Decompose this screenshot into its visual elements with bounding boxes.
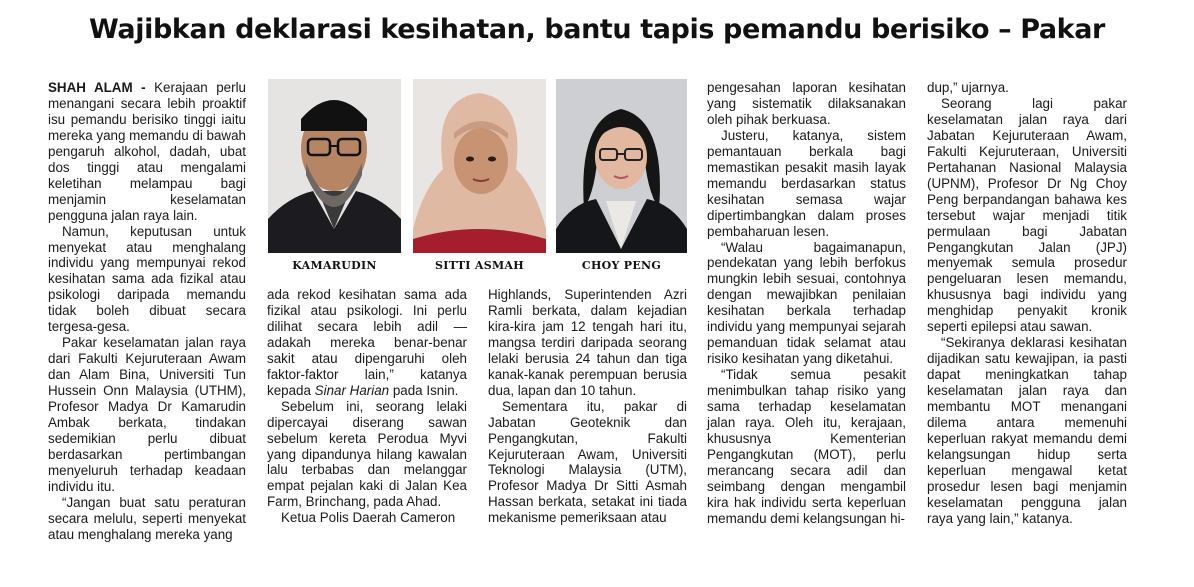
caption-sitti-asmah: SITTI ASMAH	[435, 259, 524, 272]
paragraph: Namun, keputusan untuk menyekat atau menghalang individu yang mempunyai rekod kesihatan sama ada fizikal atau psikologi daripada memandu tidak boleh dibuat secara tergesa-gesa.	[48, 223, 246, 335]
column-2	[267, 287, 467, 526]
paragraph: Sebelum ini, seorang lelaki dipercayai diserang sawan sebelum kereta Perodua Myvi yang dipandunya hilang kawalan lalu terbabas dan melanggar empat pejalan kaki di Jalan Kea Farm, Brinchang, pada Ahad.	[267, 398, 467, 510]
paragraph: SHAH ALAM - Kerajaan perlu menangani secara lebih proaktif isu pemandu berisiko tinggi iaitu mereka yang memandu di bawah pengaruh alkohol, dadah, ubat dos tinggi atau mengalami keletihan melampau bagi menjamin keselamatan pengguna jalan raya lain.	[48, 80, 246, 223]
headline: Wajibkan deklarasi kesihatan, bantu tapis pemandu berisiko – Pakar	[89, 14, 1105, 45]
column-4	[707, 80, 906, 527]
column-1	[48, 80, 246, 543]
photo-choy-peng	[556, 79, 687, 253]
dateline: SHAH ALAM -	[48, 80, 146, 95]
paragraph: Ketua Polis Daerah Cameron	[281, 510, 456, 526]
publication-name: Sinar Harian	[314, 382, 390, 398]
photo-kamarudin	[268, 79, 401, 253]
paragraph: Justeru, katanya, sistem pemantauan berkala bagi memastikan pesakit masih layak memandu berdasarkan status kesihatan semasa wajar dipertimbangkan dalam proses pembaharuan lesen.	[707, 127, 906, 239]
paragraph: Sementara itu, pakar di Jabatan Geoteknik dan Pengangkutan, Fakulti Kejuruteraan Awam, Universiti Teknologi Malaysia (UTM), Profesor Madya Dr Sitti Asmah Hassan berkata, setakat ini tiada mekanisme pemeriksaan atau	[488, 398, 687, 526]
caption-kamarudin: KAMARUDIN	[292, 259, 377, 272]
paragraph: “Tidak semua pesakit menimbulkan tahap risiko yang sama terhadap keselamatan jalan raya. Oleh itu, kerajaan, khususnya Kementerian Pengangkutan (MOT), perlu merancang secara adil dan seimbang dengan mengambil kira hak individu serta keperluan memandu demi kelangsungan hi-	[707, 367, 906, 526]
photo-sitti-asmah	[413, 79, 546, 253]
paragraph: dup,” ujarnya.	[927, 80, 1009, 95]
caption-choy-peng: CHOY PENG	[581, 259, 662, 272]
paragraph: Pakar keselamatan jalan raya dari Fakulti Kejuruteraan Awam dan Alam Bina, Universiti Tun Hussein Onn Malaysia (UTHM), Profesor Madya Dr Kamarudin Ambak berkata, tindakan sedemikian perlu dibuat berdasarkan pertimbangan menyeluruh terhadap keadaan individu itu.	[48, 335, 246, 494]
column-3	[488, 287, 687, 526]
paragraph: ada rekod kesihatan sama ada fizikal atau psikologi. Ini perlu dilihat secara lebih adil — adakah mereka benar-benar sakit atau dipengaruhi oleh faktor-faktor lain,” katanya kepada Sinar Harian pada Isnin.	[267, 287, 467, 398]
column-5	[927, 80, 1127, 527]
paragraph: “Sekiranya deklarasi kesihatan dijadikan satu kewajipan, ia pasti dapat meningkatkan tahap keselamatan jalan raya dan membantu MOT menangani dilema antara memenuhi keperluan rakyat memandu demi kelangsungan hidup serta keperluan mengawal ketat prosedur lesen bagi menjamin keselamatan pengguna jalan raya yang lain,” katanya.	[927, 335, 1127, 526]
paragraph: “Jangan buat satu peraturan secara melulu, seperti menyekat atau menghalang mereka yang	[48, 494, 246, 542]
paragraph: Seorang lagi pakar keselamatan jalan raya dari Jabatan Kejuruteraan Awam, Fakulti Kejuruteraan, Universiti Pertahanan Nasional Malaysia (UPNM), Profesor Dr Ng Choy Peng berpandangan bahawa kes tersebut wajar menjadi titik permulaan bagi Jabatan Pengangkutan Jalan (JPJ) menyemak semula prosedur pengeluaran lesen memandu, khususnya bagi individu yang menghidap penyakit kronik seperti epilepsi atau sawan.	[927, 95, 1127, 335]
paragraph: Highlands, Superintenden Azri Ramli berkata, dalam kejadian kira-kira jam 12 tengah hari itu, mangsa terdiri daripada seorang lelaki berusia 24 tahun dan tiga kanak-kanak perempuan berusia dua, lapan dan 10 tahun.	[488, 287, 687, 398]
paragraph: “Walau bagaimanapun, pendekatan yang lebih berfokus mungkin lebih sesuai, contohnya dengan mewajibkan penilaian kesihatan berkala terhadap individu yang mempunyai sejarah pemanduan tidak selamat atau risiko kesihatan yang diketahui.	[707, 239, 906, 367]
paragraph: pengesahan laporan kesihatan yang sistematik dilaksanakan oleh pihak berkuasa.	[707, 80, 906, 127]
